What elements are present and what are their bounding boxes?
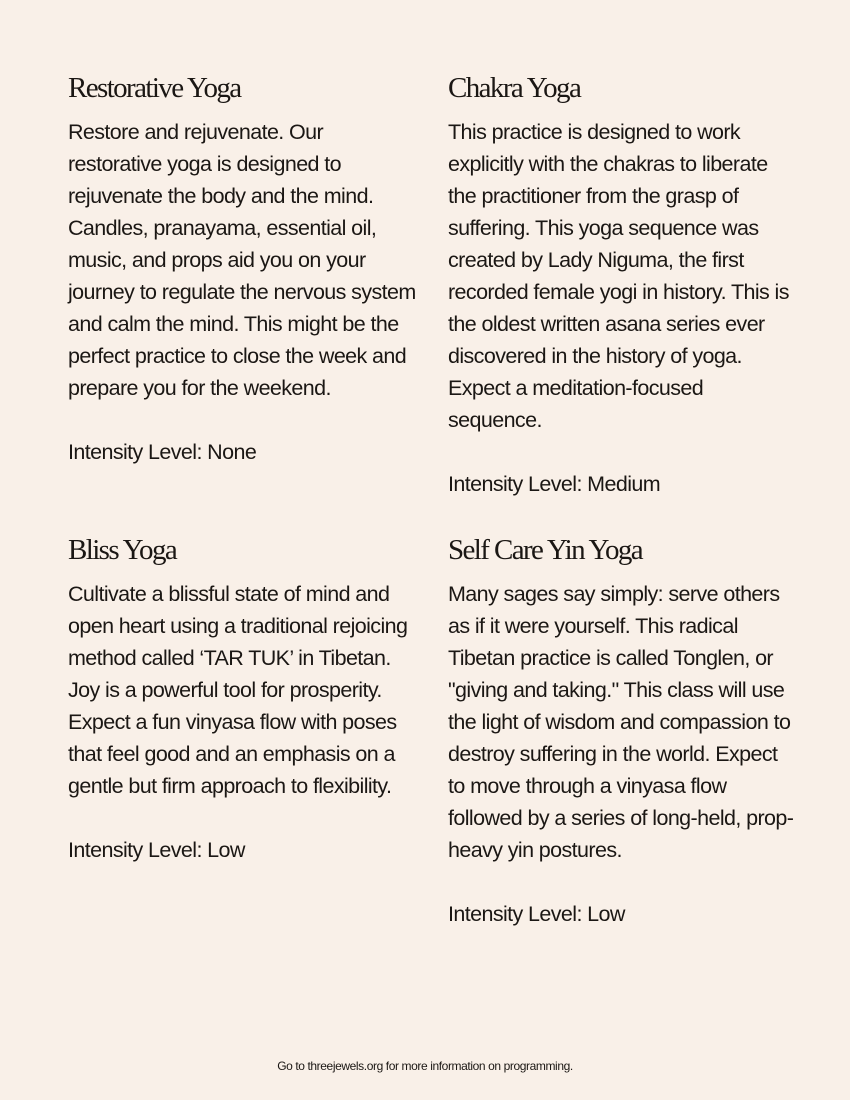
footer-note: Go to threejewels.org for more information on programming. — [277, 1059, 573, 1073]
class-restorative-yoga — [68, 70, 418, 468]
class-description: Restore and rejuvenate. Our restorative yoga is designed to rejuvenate the body and the mind. Candles, pranayama, essential oil, music, and props aid you on your journey to regulate the nervous system and calm the mind. This might be the perfect practice to close the week and prepare you for the weekend. — [68, 120, 416, 400]
class-description: This practice is designed to work explicitly with the chakras to liberate the practitioner from the grasp of suffering. This yoga sequence was created by Lady Niguma, the first recorded female yogi in history. This is the oldest written asana series ever discovered in the history of yoga. Expect a meditation-focused sequence. — [448, 120, 789, 432]
intensity-level: Intensity Level: None — [68, 440, 257, 464]
class-title: Restorative Yoga — [68, 72, 241, 104]
class-self-care-yin-yoga — [448, 532, 798, 930]
class-description: Many sages say simply: serve others as if it were yourself. This radical Tibetan practice is called Tonglen, or "giving and taking." This class will use the light of wisdom and compassion to destroy suffering in the world. Expect to move through a vinyasa flow followed by a series of long-held, prop-heavy yin postures. — [448, 582, 794, 862]
class-title: Self Care Yin Yoga — [448, 534, 643, 566]
intensity-level: Intensity Level: Medium — [448, 472, 661, 496]
class-title: Bliss Yoga — [68, 534, 177, 566]
intensity-level: Intensity Level: Low — [448, 902, 625, 926]
intensity-level: Intensity Level: Low — [68, 838, 245, 862]
class-title: Chakra Yoga — [448, 72, 581, 104]
class-chakra-yoga — [448, 70, 798, 500]
class-description: Cultivate a blissful state of mind and open heart using a traditional rejoicing method called ‘TAR TUK’ in Tibetan. Joy is a powerful tool for prosperity. Expect a fun vinyasa flow with poses that feel good and an emphasis on a gentle but firm approach to flexibility. — [68, 582, 408, 798]
class-bliss-yoga — [68, 532, 418, 866]
